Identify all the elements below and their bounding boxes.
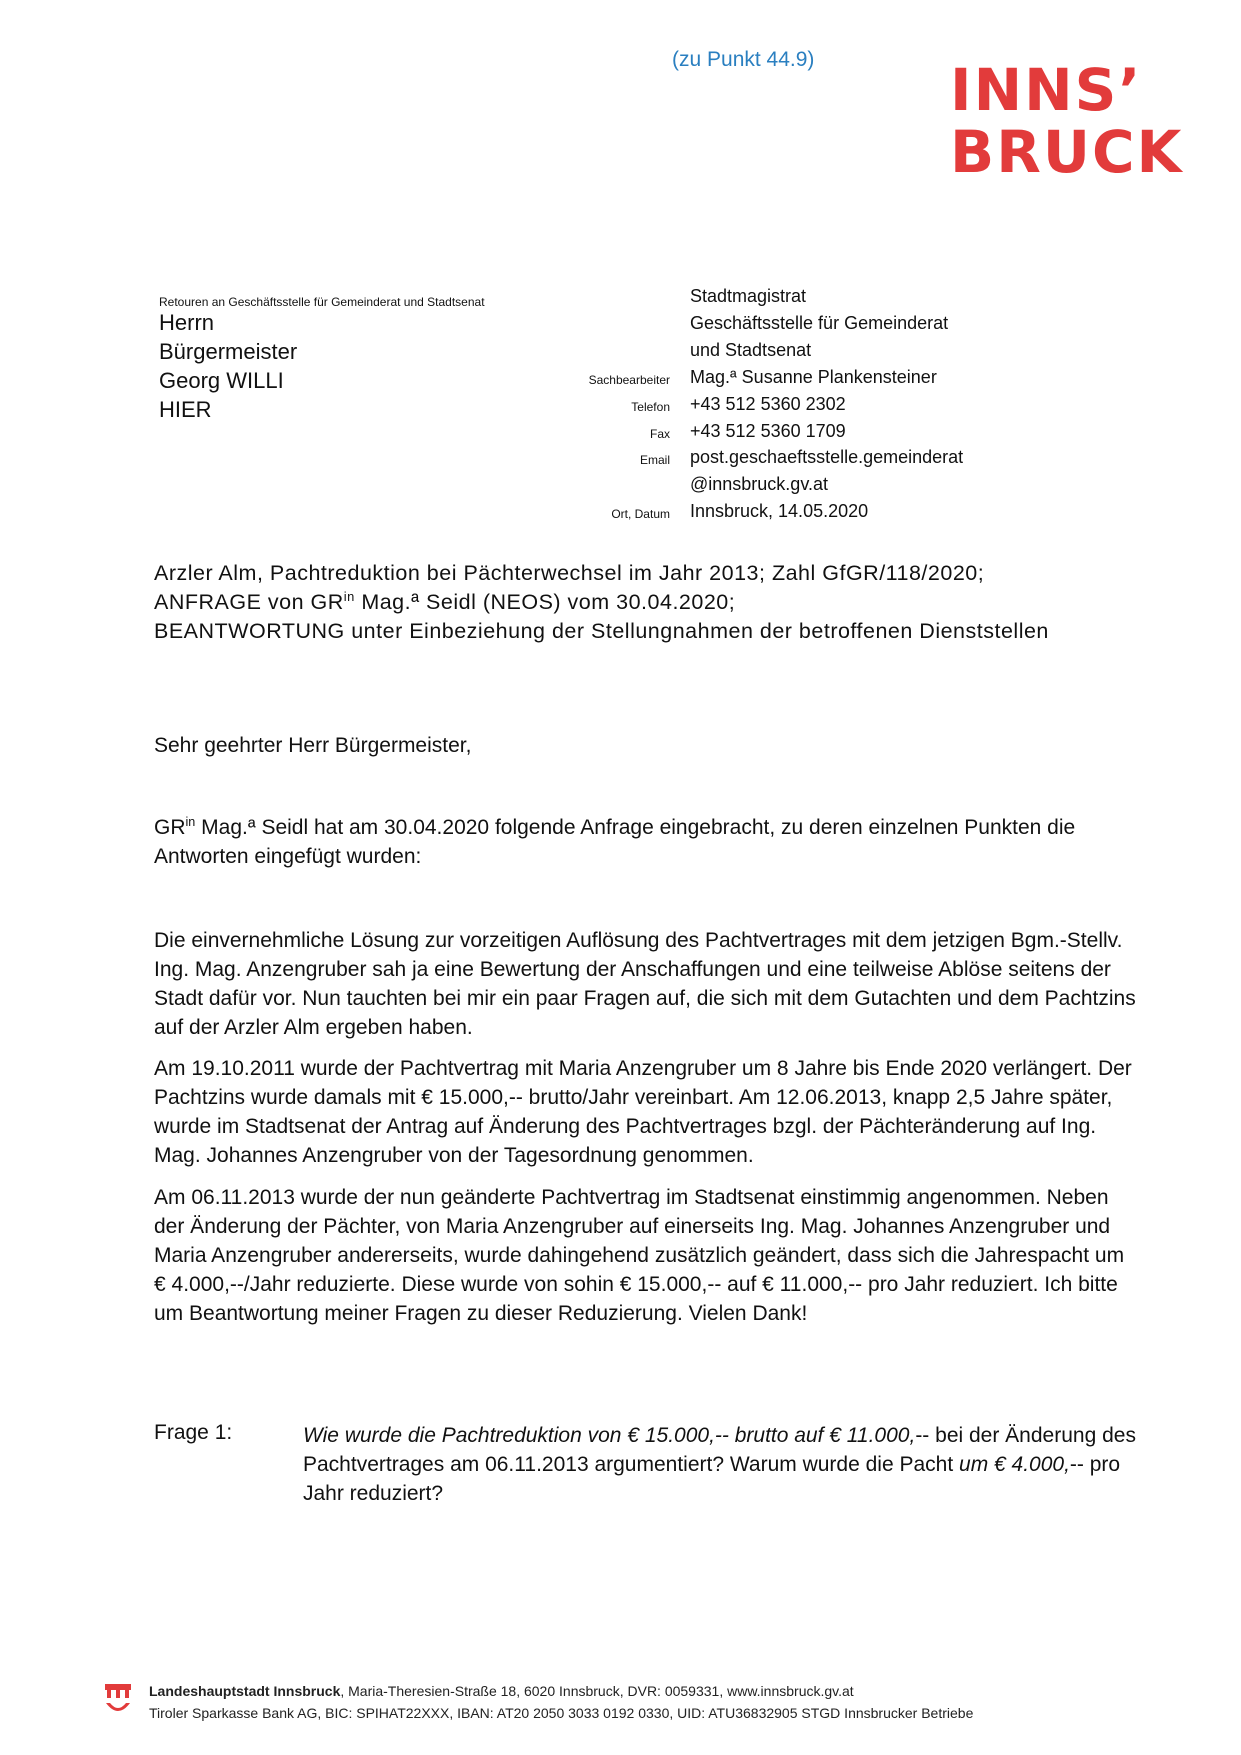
- fax-label: Fax: [649, 427, 670, 441]
- email-label: Email: [639, 453, 670, 467]
- telefon-label: Telefon: [631, 400, 670, 414]
- recipient-line-3: Georg WILLI: [159, 368, 284, 393]
- intro-paragraph: $GR^{in}$ Mag.ª Seidl hat am 30.04.2020 folgende Anfrage eingebracht, zu deren einzelnen Punkten die Antworten eingefügt wurden:: [154, 815, 1076, 868]
- telefon-value: +43 512 5360 2302: [690, 394, 846, 414]
- sender-line-2: Geschäftsstelle für Gemeinderat: [690, 313, 949, 333]
- subject-line-3: BEANTWORTUNG unter Einbeziehung der Stellungnahmen der betroffenen Dienststellen: [154, 619, 1049, 643]
- reference-note: (zu Punkt 44.9): [672, 48, 815, 71]
- request-paragraph-1: Die einvernehmliche Lösung zur vorzeitigen Auflösung des Pachtvertrages mit dem jetzigen Bgm.-Stellv. Ing. Mag. Anzengruber sah ja eine Bewertung der Anschaffungen und eine teilweise Ablöse seitens der Stadt dafür vor. Nun tauchten bei mir ein paar Fragen auf, die sich mit dem Gutachten und dem Pachtzins auf der Arzler Alm ergeben haben.: [154, 929, 1136, 1039]
- recipient-line-2: Bürgermeister: [159, 339, 298, 364]
- salutation: Sehr geehrter Herr Bürgermeister,: [154, 734, 472, 757]
- request-paragraph-3: Am 06.11.2013 wurde der nun geänderte Pachtvertrag im Stadtsenat einstimmig angenommen. Neben der Änderung der Pächter, von Maria Anzengruber auf einerseits Ing. Mag. Johannes Anzengruber und Maria Anzengruber andererseits, wurde dahingehend zusätzlich geändert, dass sich die Jahrespacht um € 4.000,--/Jahr reduzierte. Diese wurde von sohin € 15.000,-- auf € 11.000,-- pro Jahr reduziert. Ich bitte um Beantwortung meiner Fragen zu dieser Reduzierung. Vielen Dank!: [154, 1186, 1125, 1325]
- subject-line-2: ANFRAGE von $GR^{in}$ Mag.ª Seidl (NEOS) vom 30.04.2020;: [154, 588, 736, 614]
- sachbearbeiter-value: Mag.ª Susanne Plankensteiner: [690, 367, 937, 387]
- logo-line2: BRUCK: [950, 118, 1184, 178]
- footer-line-2: Tiroler Sparkasse Bank AG, BIC: SPIHAT22XXX, IBAN: AT20 2050 3033 0192 0330, UID: ATU36832905 STGD Innsbrucker Betriebe: [149, 1705, 974, 1721]
- sender-line-1: Stadtmagistrat: [690, 286, 807, 306]
- subject-line-1: Arzler Alm, Pachtreduktion bei Pächterwechsel im Jahr 2013; Zahl GfGR/118/2020;: [154, 561, 985, 585]
- innsbruck-logo: [950, 58, 1200, 178]
- ort-datum-value: Innsbruck, 14.05.2020: [690, 501, 869, 521]
- recipient-line-1: Herrn: [159, 310, 215, 335]
- recipient-line-4: HIER: [159, 397, 212, 422]
- city-emblem-icon: [104, 1683, 132, 1719]
- email-value-line-1[interactable]: post.geschaeftsstelle.gemeinderat: [690, 447, 964, 467]
- ort-datum-label: Ort, Datum: [611, 507, 670, 521]
- email-value-line-2[interactable]: @innsbruck.gv.at: [690, 474, 828, 494]
- question-1-label: Frage 1:: [154, 1421, 233, 1444]
- request-paragraph-2: Am 19.10.2011 wurde der Pachtvertrag mit Maria Anzengruber um 8 Jahre bis Ende 2020 verlängert. Der Pachtzins wurde damals mit € 15.000,-- brutto/Jahr vereinbart. Am 12.06.2013, knapp 2,5 Jahre später, wurde im Stadtsenat der Antrag auf Änderung des Pachtvertrages bzgl. der Pächteränderung auf Ing. Mag. Johannes Anzengruber von der Tagesordnung genommen.: [154, 1057, 1132, 1167]
- return-address-note: Retouren an Geschäftsstelle für Gemeinderat und Stadtsenat: [159, 295, 485, 309]
- question-1-text: Wie wurde die Pachtreduktion von € 15.000,-- brutto auf € 11.000,-- bei der Änderung des Pachtvertrages am 06.11.2013 argumentiert? Warum wurde die Pacht um € 4.000,-- pro Jahr reduziert?: [303, 1424, 1136, 1505]
- fax-value: +43 512 5360 1709: [690, 421, 846, 441]
- logo-line1: INNS’: [950, 58, 1143, 124]
- sender-line-3: und Stadtsenat: [690, 340, 812, 360]
- sachbearbeiter-label: Sachbearbeiter: [588, 373, 670, 387]
- footer-line-1: Landeshauptstadt Innsbruck, Maria-Theresien-Straße 18, 6020 Innsbruck, DVR: 0059331, www.innsbruck.gv.at: [149, 1683, 854, 1699]
